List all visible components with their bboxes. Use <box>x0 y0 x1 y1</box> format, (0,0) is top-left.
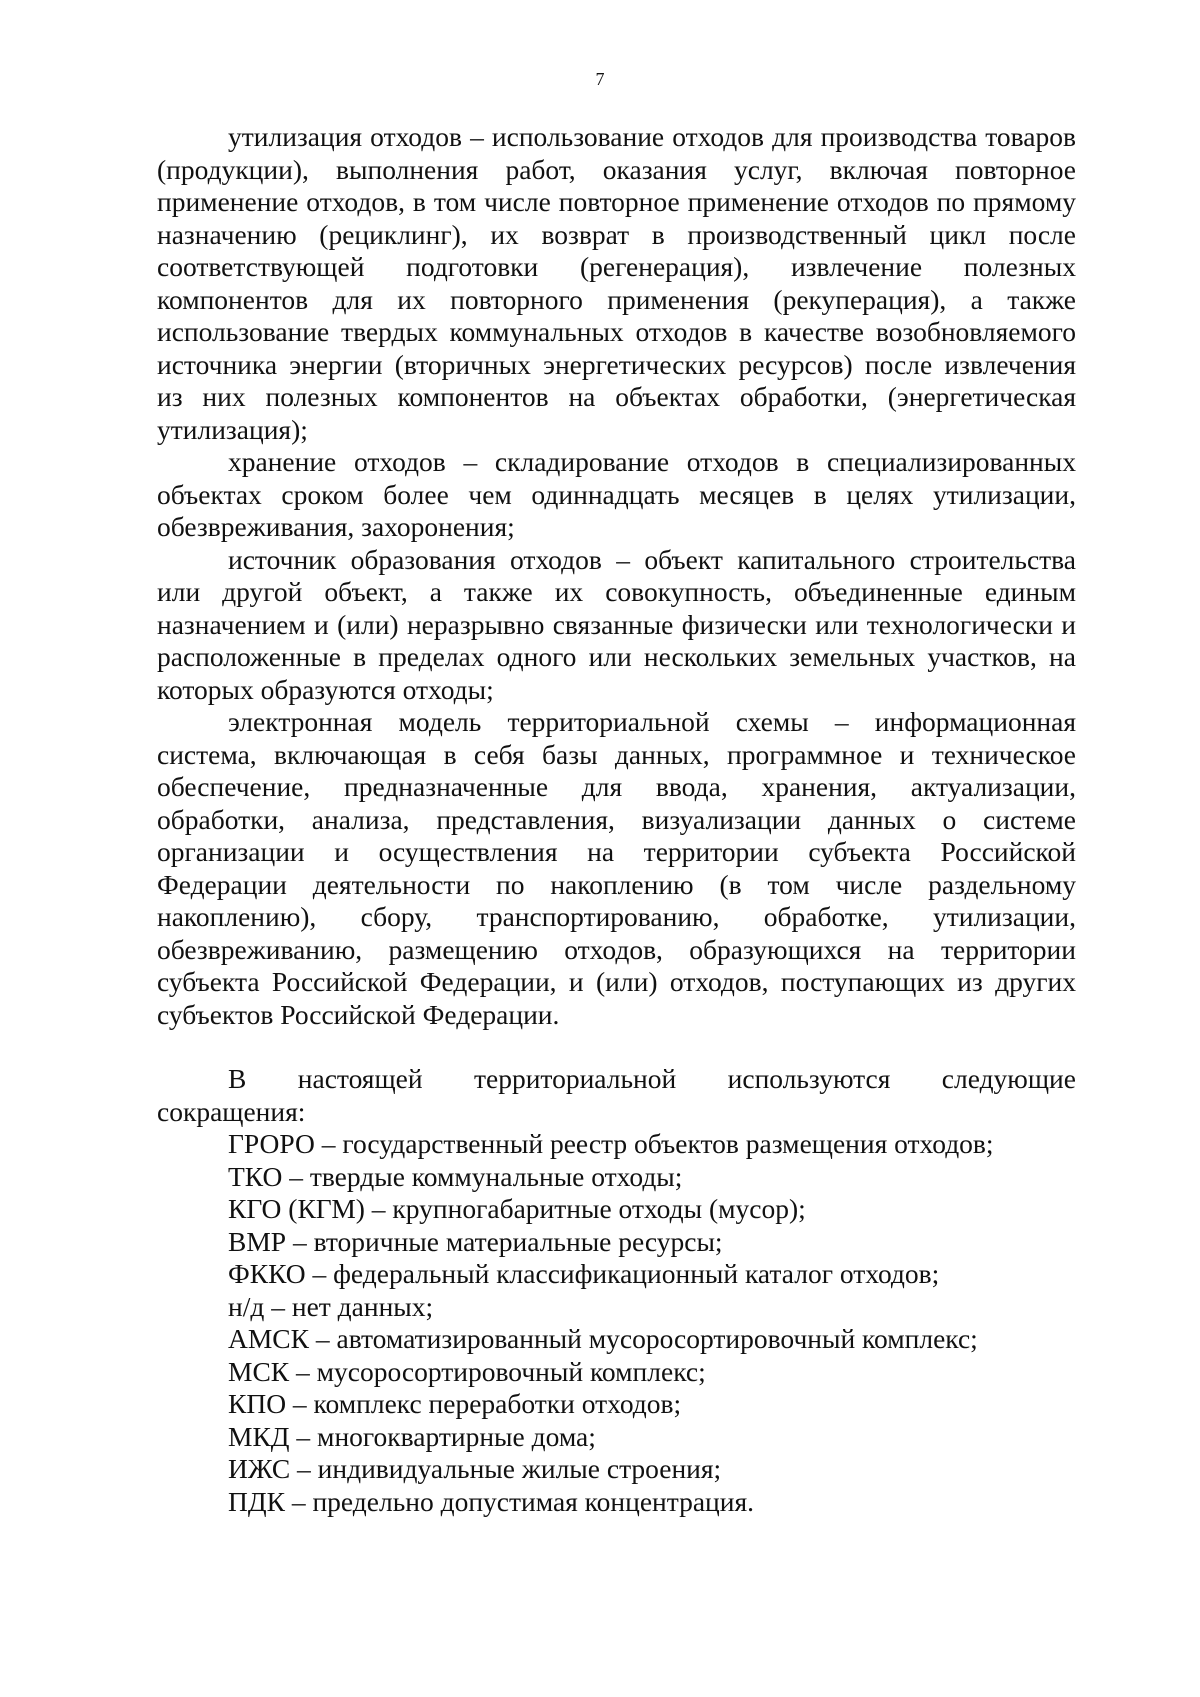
abbreviations-intro-continuation: сокращения: <box>157 1095 306 1127</box>
intro-word: следующие <box>941 1063 1076 1094</box>
definition-paragraph: источник образования отходов – объект капитального строительства или другой объект, а также их совокупность, объединенные единым назначением и (или) неразрывно связанные физически или технологически и расположенные в пределах одного или нескольких земельных участков, на которых образуются отходы; <box>157 543 1076 705</box>
paragraph-gap <box>157 1031 1076 1063</box>
abbreviations-list <box>157 1128 1076 1518</box>
abbreviation-item: ПДК – предельно допустимая концентрация. <box>228 1485 755 1517</box>
abbreviations-intro-line <box>157 1063 1076 1096</box>
abbreviation-item: КПО – комплекс переработки отходов; <box>228 1388 682 1419</box>
intro-word: используются <box>727 1063 891 1094</box>
definition-paragraph: хранение отходов – складирование отходов в специализированных объектах сроком более чем одиннадцать месяцев в целях утилизации, обезвреживания, захоронения; <box>157 446 1076 542</box>
abbreviation-item: н/д – нет данных; <box>228 1290 434 1322</box>
abbreviation-item: ИЖС – индивидуальные жилые строения; <box>228 1453 722 1484</box>
definition-paragraph: утилизация отходов – использование отходов для производства товаров (продукции), выполнения работ, оказания услуг, включая повторное применение отходов, в том числе повторное применение отходов по прямому назначению (рециклинг), их возврат в производственный цикл после соответствующей подготовки (регенерация), извлечение полезных компонентов для их повторного применения (рекуперация), а также использование твердых коммунальных отходов в качестве возобновляемого источника энергии (вторичных энергетических ресурсов) после извлечения из них полезных компонентов на объектах обработки, (энергетическая утилизация); <box>157 121 1076 445</box>
document-body <box>157 121 1076 1518</box>
definition-paragraph: электронная модель территориальной схемы – информационная система, включающая в себя базы данных, программное и техническое обеспечение, предназначенные для ввода, хранения, актуализации, обработки, анализа, представления, визуализации данных о системе организации и осуществления на территории субъекта Российской Федерации деятельности по накоплению (в том числе раздельному накоплению), сбору, транспортированию, обработке, утилизации, обезвреживанию, размещению отходов, образующихся на территории субъекта Российской Федерации, и (или) отходов, поступающих из других субъектов Российской Федерации. <box>157 706 1076 1030</box>
abbreviation-item: ГРОРО – государственный реестр объектов размещения отходов; <box>228 1128 994 1159</box>
page-number: 7 <box>595 69 605 89</box>
abbreviation-item: МКД – многоквартирные дома; <box>228 1420 596 1452</box>
abbreviation-item: ВМР – вторичные материальные ресурсы; <box>228 1225 723 1257</box>
intro-word: В <box>228 1063 247 1094</box>
abbreviation-item: ФККО – федеральный классификационный каталог отходов; <box>228 1258 940 1289</box>
abbreviation-item: ТКО – твердые коммунальные отходы; <box>228 1160 683 1192</box>
abbreviation-item: АМСК – автоматизированный мусоросортировочный комплекс; <box>228 1323 978 1354</box>
abbreviation-item: МСК – мусоросортировочный комплекс; <box>228 1355 706 1387</box>
abbreviation-item: КГО (КГМ) – крупногабаритные отходы (мусор); <box>228 1193 806 1224</box>
intro-word: территориальной <box>473 1063 677 1094</box>
intro-word: настоящей <box>297 1063 423 1094</box>
